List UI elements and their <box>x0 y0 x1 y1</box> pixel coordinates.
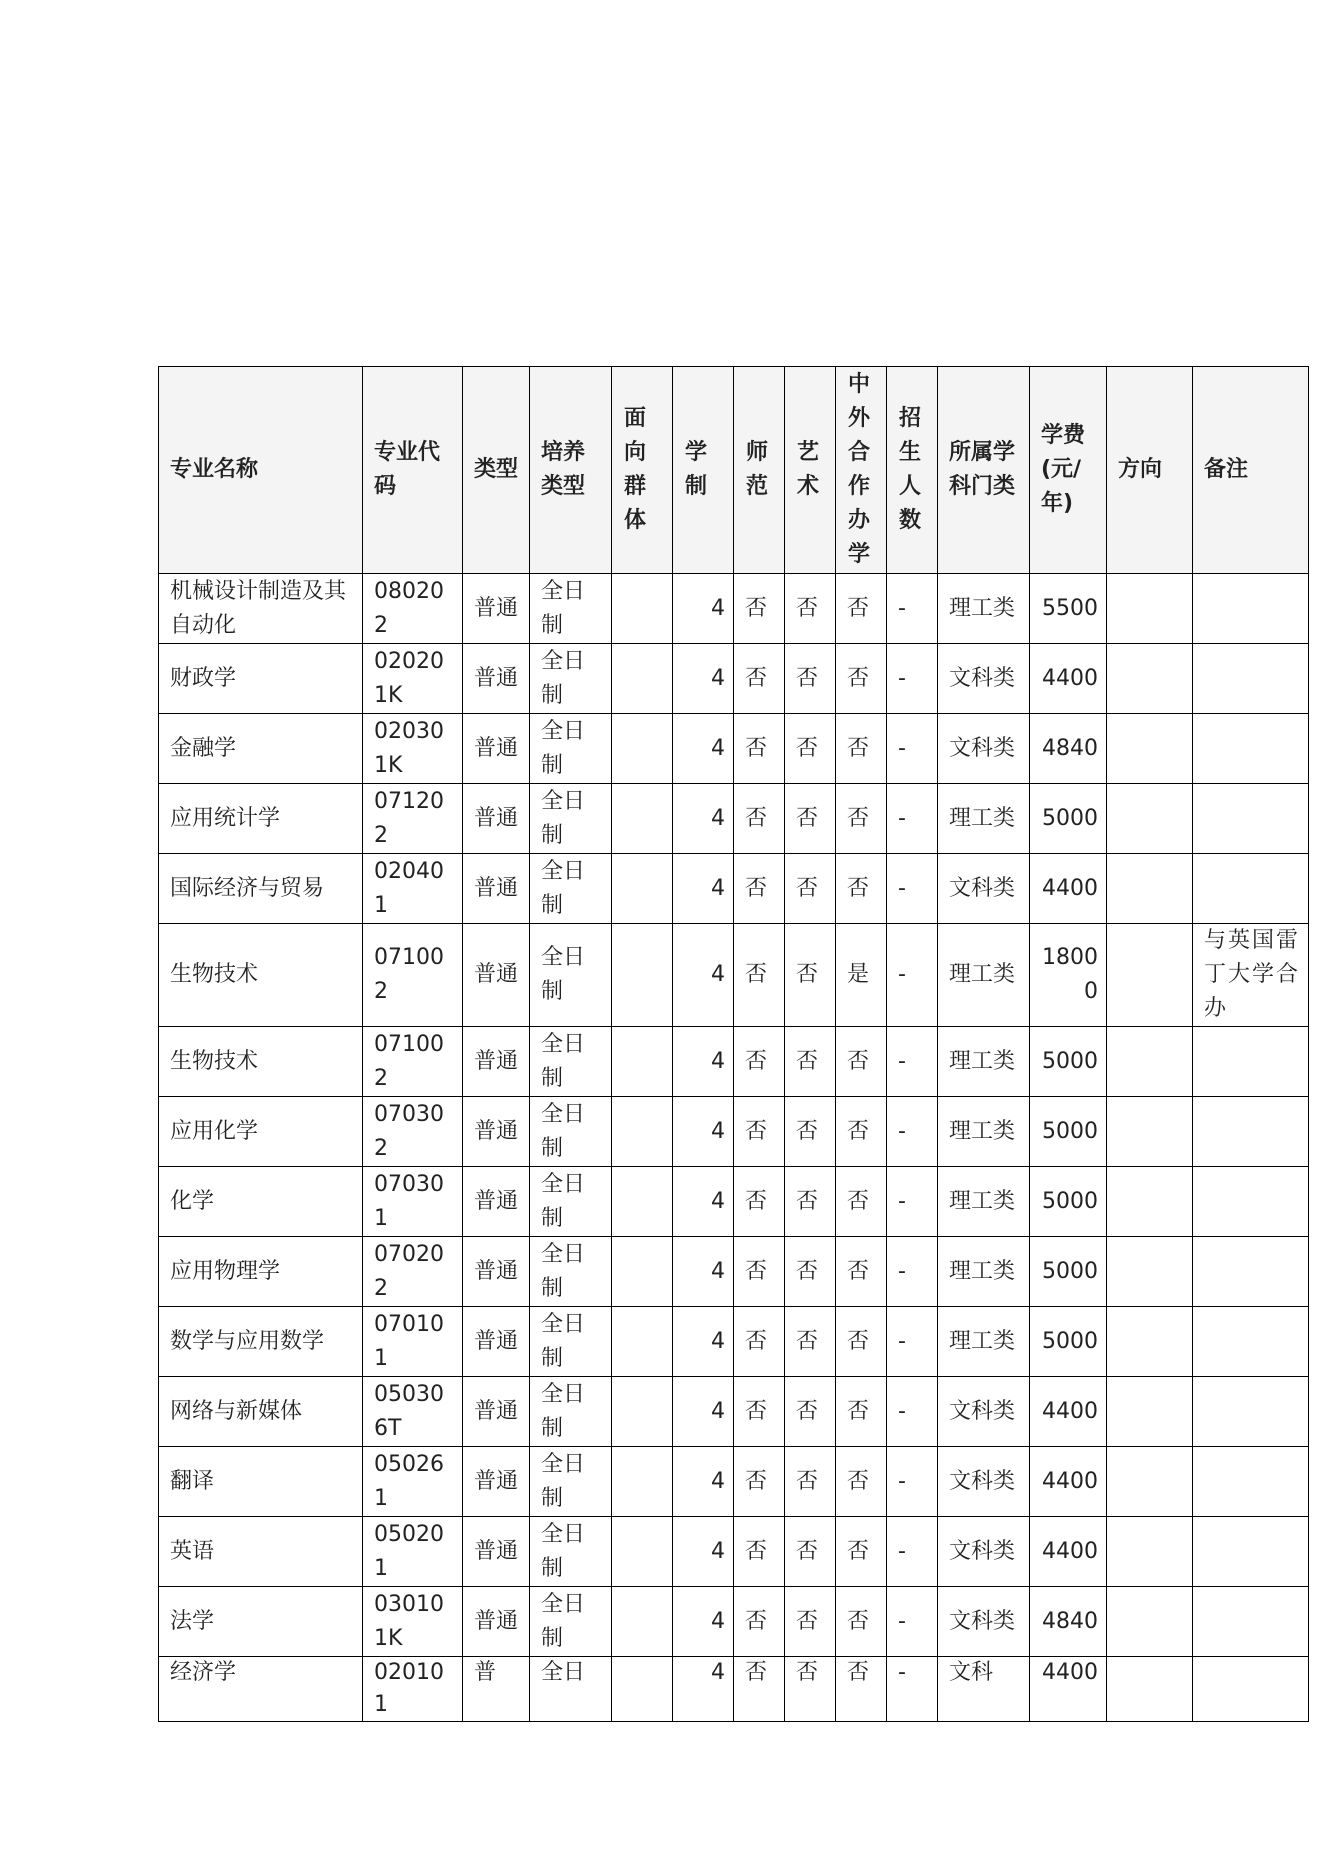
cell-code: 020101 <box>363 1657 463 1722</box>
cell-remarks <box>1193 574 1309 644</box>
cell-name: 生物技术 <box>159 924 363 1027</box>
cell-discipline: 文科类 <box>938 854 1030 924</box>
table-row <box>159 1447 1309 1517</box>
cell-tuition: 4840 <box>1030 714 1107 784</box>
table-row <box>159 714 1309 784</box>
cell-remarks <box>1193 644 1309 714</box>
cell-target-group <box>612 1517 673 1587</box>
cell-type: 普 <box>463 1657 530 1722</box>
cell-normal: 否 <box>734 1377 785 1447</box>
header-code: 专业代码 <box>363 367 463 574</box>
cell-tuition: 5000 <box>1030 1167 1107 1237</box>
cell-art: 否 <box>785 1657 836 1722</box>
cell-training: 全日制 <box>530 1377 612 1447</box>
cell-code: 080202 <box>363 574 463 644</box>
cell-training: 全日制 <box>530 854 612 924</box>
table-header <box>159 367 1309 574</box>
cell-enrollment: - <box>887 1657 938 1722</box>
cell-duration: 4 <box>673 1307 734 1377</box>
cell-discipline: 文科类 <box>938 714 1030 784</box>
cell-name: 应用化学 <box>159 1097 363 1167</box>
table-row <box>159 644 1309 714</box>
cell-name: 应用物理学 <box>159 1237 363 1307</box>
cell-direction <box>1107 644 1193 714</box>
cell-art: 否 <box>785 1447 836 1517</box>
cell-art: 否 <box>785 1517 836 1587</box>
header-row <box>159 367 1309 574</box>
cell-tuition: 4400 <box>1030 1447 1107 1517</box>
cell-training: 全日 <box>530 1657 612 1722</box>
cell-direction <box>1107 714 1193 784</box>
cell-normal: 否 <box>734 1097 785 1167</box>
cell-sino-foreign: 否 <box>836 1237 887 1307</box>
cell-art: 否 <box>785 854 836 924</box>
cell-direction <box>1107 924 1193 1027</box>
cell-sino-foreign: 否 <box>836 1447 887 1517</box>
cell-remarks <box>1193 714 1309 784</box>
cell-tuition: 5500 <box>1030 574 1107 644</box>
cell-art: 否 <box>785 1307 836 1377</box>
cell-duration: 4 <box>673 714 734 784</box>
cell-enrollment: - <box>887 574 938 644</box>
cell-type: 普通 <box>463 1377 530 1447</box>
cell-enrollment: - <box>887 1237 938 1307</box>
cell-type: 普通 <box>463 1237 530 1307</box>
cell-enrollment: - <box>887 1447 938 1517</box>
cell-enrollment: - <box>887 1097 938 1167</box>
table-row <box>159 574 1309 644</box>
cell-name: 数学与应用数学 <box>159 1307 363 1377</box>
cell-target-group <box>612 1307 673 1377</box>
cell-sino-foreign: 否 <box>836 1027 887 1097</box>
cell-type: 普通 <box>463 1517 530 1587</box>
cell-normal: 否 <box>734 1587 785 1657</box>
cell-name: 翻译 <box>159 1447 363 1517</box>
cell-direction <box>1107 1167 1193 1237</box>
table-body <box>159 574 1309 1722</box>
cell-target-group <box>612 1237 673 1307</box>
table-row <box>159 784 1309 854</box>
cell-enrollment: - <box>887 1517 938 1587</box>
cell-direction <box>1107 854 1193 924</box>
cell-duration: 4 <box>673 1587 734 1657</box>
cell-sino-foreign: 否 <box>836 1097 887 1167</box>
cell-remarks <box>1193 1587 1309 1657</box>
cell-type: 普通 <box>463 924 530 1027</box>
table-row <box>159 1657 1309 1722</box>
cell-art: 否 <box>785 1027 836 1097</box>
table-row <box>159 1097 1309 1167</box>
cell-discipline: 理工类 <box>938 1237 1030 1307</box>
cell-code: 020201K <box>363 644 463 714</box>
cell-remarks <box>1193 854 1309 924</box>
cell-direction <box>1107 574 1193 644</box>
cell-sino-foreign: 否 <box>836 574 887 644</box>
cell-normal: 否 <box>734 1657 785 1722</box>
cell-training: 全日制 <box>530 1167 612 1237</box>
header-training: 培养类型 <box>530 367 612 574</box>
cell-target-group <box>612 1657 673 1722</box>
table-row <box>159 1517 1309 1587</box>
cell-tuition: 4400 <box>1030 854 1107 924</box>
cell-duration: 4 <box>673 784 734 854</box>
cell-target-group <box>612 854 673 924</box>
cell-tuition: 5000 <box>1030 1237 1107 1307</box>
cell-type: 普通 <box>463 854 530 924</box>
cell-training: 全日制 <box>530 1237 612 1307</box>
cell-target-group <box>612 1097 673 1167</box>
cell-tuition: 4400 <box>1030 1517 1107 1587</box>
cell-type: 普通 <box>463 784 530 854</box>
cell-remarks <box>1193 1517 1309 1587</box>
cell-type: 普通 <box>463 1307 530 1377</box>
cell-sino-foreign: 否 <box>836 1517 887 1587</box>
cell-name: 财政学 <box>159 644 363 714</box>
cell-direction <box>1107 1377 1193 1447</box>
table-row <box>159 1377 1309 1447</box>
cell-remarks <box>1193 1237 1309 1307</box>
cell-code: 030101K <box>363 1587 463 1657</box>
cell-discipline: 文科类 <box>938 1517 1030 1587</box>
cell-art: 否 <box>785 924 836 1027</box>
cell-direction <box>1107 1587 1193 1657</box>
cell-enrollment: - <box>887 1307 938 1377</box>
cell-art: 否 <box>785 1587 836 1657</box>
cell-type: 普通 <box>463 1097 530 1167</box>
cell-discipline: 理工类 <box>938 1097 1030 1167</box>
cell-art: 否 <box>785 574 836 644</box>
cell-name: 英语 <box>159 1517 363 1587</box>
cell-normal: 否 <box>734 1237 785 1307</box>
cell-target-group <box>612 1167 673 1237</box>
cell-normal: 否 <box>734 854 785 924</box>
table-row <box>159 854 1309 924</box>
cell-name: 经济学 <box>159 1657 363 1722</box>
cell-sino-foreign: 否 <box>836 784 887 854</box>
cell-type: 普通 <box>463 1027 530 1097</box>
cell-code: 071202 <box>363 784 463 854</box>
cell-duration: 4 <box>673 1517 734 1587</box>
cell-sino-foreign: 是 <box>836 924 887 1027</box>
cell-tuition: 18000 <box>1030 924 1107 1027</box>
cell-direction <box>1107 1237 1193 1307</box>
cell-tuition: 5000 <box>1030 784 1107 854</box>
cell-training: 全日制 <box>530 1517 612 1587</box>
cell-direction <box>1107 1307 1193 1377</box>
cell-type: 普通 <box>463 714 530 784</box>
cell-duration: 4 <box>673 574 734 644</box>
cell-direction <box>1107 784 1193 854</box>
header-normal: 师范 <box>734 367 785 574</box>
cell-enrollment: - <box>887 714 938 784</box>
cell-discipline: 理工类 <box>938 784 1030 854</box>
cell-training: 全日制 <box>530 1587 612 1657</box>
cell-duration: 4 <box>673 924 734 1027</box>
majors-table <box>158 366 1309 1722</box>
cell-sino-foreign: 否 <box>836 1587 887 1657</box>
cell-type: 普通 <box>463 574 530 644</box>
cell-code: 070101 <box>363 1307 463 1377</box>
cell-target-group <box>612 644 673 714</box>
cell-type: 普通 <box>463 644 530 714</box>
cell-duration: 4 <box>673 1237 734 1307</box>
table-row <box>159 1307 1309 1377</box>
cell-training: 全日制 <box>530 924 612 1027</box>
cell-remarks <box>1193 1447 1309 1517</box>
cell-tuition: 5000 <box>1030 1307 1107 1377</box>
cell-training: 全日制 <box>530 1447 612 1517</box>
cell-training: 全日制 <box>530 1097 612 1167</box>
cell-code: 070302 <box>363 1097 463 1167</box>
header-tuition: 学费(元/年) <box>1030 367 1107 574</box>
cell-name: 机械设计制造及其自动化 <box>159 574 363 644</box>
cell-code: 071002 <box>363 1027 463 1097</box>
header-enrollment: 招生人数 <box>887 367 938 574</box>
cell-sino-foreign: 否 <box>836 1167 887 1237</box>
cell-normal: 否 <box>734 784 785 854</box>
admissions-table-page <box>158 366 1308 1717</box>
cell-remarks <box>1193 1027 1309 1097</box>
cell-sino-foreign: 否 <box>836 1307 887 1377</box>
cell-normal: 否 <box>734 924 785 1027</box>
cell-duration: 4 <box>673 854 734 924</box>
cell-tuition: 4400 <box>1030 644 1107 714</box>
table-row <box>159 1587 1309 1657</box>
cell-normal: 否 <box>734 1447 785 1517</box>
cell-code: 050261 <box>363 1447 463 1517</box>
cell-remarks <box>1193 1097 1309 1167</box>
header-duration: 学制 <box>673 367 734 574</box>
cell-name: 应用统计学 <box>159 784 363 854</box>
header-type: 类型 <box>463 367 530 574</box>
cell-code: 050306T <box>363 1377 463 1447</box>
cell-sino-foreign: 否 <box>836 854 887 924</box>
cell-tuition: 4400 <box>1030 1377 1107 1447</box>
cell-enrollment: - <box>887 854 938 924</box>
cell-code: 070301 <box>363 1167 463 1237</box>
cell-enrollment: - <box>887 1167 938 1237</box>
cell-name: 金融学 <box>159 714 363 784</box>
cell-art: 否 <box>785 1377 836 1447</box>
cell-remarks <box>1193 1377 1309 1447</box>
cell-name: 网络与新媒体 <box>159 1377 363 1447</box>
cell-duration: 4 <box>673 1097 734 1167</box>
cell-sino-foreign: 否 <box>836 1657 887 1722</box>
cell-target-group <box>612 784 673 854</box>
cell-art: 否 <box>785 714 836 784</box>
cell-type: 普通 <box>463 1447 530 1517</box>
header-direction: 方向 <box>1107 367 1193 574</box>
header-art: 艺术 <box>785 367 836 574</box>
cell-discipline: 文科 <box>938 1657 1030 1722</box>
cell-discipline: 理工类 <box>938 1027 1030 1097</box>
cell-type: 普通 <box>463 1587 530 1657</box>
cell-discipline: 文科类 <box>938 1447 1030 1517</box>
cell-direction <box>1107 1027 1193 1097</box>
cell-training: 全日制 <box>530 1027 612 1097</box>
cell-sino-foreign: 否 <box>836 644 887 714</box>
cell-name: 法学 <box>159 1587 363 1657</box>
cell-art: 否 <box>785 1097 836 1167</box>
cell-enrollment: - <box>887 644 938 714</box>
cell-remarks <box>1193 1657 1309 1722</box>
cell-remarks: 与英国雷丁大学合办 <box>1193 924 1309 1027</box>
cell-discipline: 理工类 <box>938 924 1030 1027</box>
cell-tuition: 5000 <box>1030 1097 1107 1167</box>
cell-sino-foreign: 否 <box>836 714 887 784</box>
cell-normal: 否 <box>734 1167 785 1237</box>
cell-code: 020301K <box>363 714 463 784</box>
table-row <box>159 1237 1309 1307</box>
cell-enrollment: - <box>887 1587 938 1657</box>
cell-tuition: 4400 <box>1030 1657 1107 1722</box>
cell-tuition: 5000 <box>1030 1027 1107 1097</box>
cell-normal: 否 <box>734 714 785 784</box>
header-discipline: 所属学科门类 <box>938 367 1030 574</box>
cell-type: 普通 <box>463 1167 530 1237</box>
cell-code: 070202 <box>363 1237 463 1307</box>
cell-enrollment: - <box>887 924 938 1027</box>
cell-remarks <box>1193 1167 1309 1237</box>
cell-code: 020401 <box>363 854 463 924</box>
cell-normal: 否 <box>734 1307 785 1377</box>
cell-art: 否 <box>785 784 836 854</box>
cell-code: 050201 <box>363 1517 463 1587</box>
cell-target-group <box>612 574 673 644</box>
cell-discipline: 文科类 <box>938 1377 1030 1447</box>
cell-target-group <box>612 1027 673 1097</box>
cell-target-group <box>612 1587 673 1657</box>
cell-target-group <box>612 924 673 1027</box>
cell-direction <box>1107 1447 1193 1517</box>
header-sino-foreign: 中外合作办学 <box>836 367 887 574</box>
cell-duration: 4 <box>673 1657 734 1722</box>
cell-discipline: 理工类 <box>938 1167 1030 1237</box>
cell-discipline: 理工类 <box>938 1307 1030 1377</box>
cell-target-group <box>612 1447 673 1517</box>
cell-duration: 4 <box>673 644 734 714</box>
cell-training: 全日制 <box>530 784 612 854</box>
cell-duration: 4 <box>673 1377 734 1447</box>
cell-normal: 否 <box>734 1517 785 1587</box>
cell-art: 否 <box>785 644 836 714</box>
cell-direction <box>1107 1657 1193 1722</box>
cell-art: 否 <box>785 1237 836 1307</box>
cell-name: 生物技术 <box>159 1027 363 1097</box>
cell-normal: 否 <box>734 1027 785 1097</box>
cell-target-group <box>612 1377 673 1447</box>
cell-normal: 否 <box>734 644 785 714</box>
cell-art: 否 <box>785 1167 836 1237</box>
cell-sino-foreign: 否 <box>836 1377 887 1447</box>
cell-remarks <box>1193 784 1309 854</box>
cell-discipline: 文科类 <box>938 644 1030 714</box>
cell-training: 全日制 <box>530 644 612 714</box>
cell-duration: 4 <box>673 1447 734 1517</box>
cell-normal: 否 <box>734 574 785 644</box>
cell-training: 全日制 <box>530 574 612 644</box>
cell-tuition: 4840 <box>1030 1587 1107 1657</box>
cell-code: 071002 <box>363 924 463 1027</box>
cell-name: 化学 <box>159 1167 363 1237</box>
header-name: 专业名称 <box>159 367 363 574</box>
cell-training: 全日制 <box>530 1307 612 1377</box>
cell-duration: 4 <box>673 1167 734 1237</box>
cell-discipline: 理工类 <box>938 574 1030 644</box>
cell-enrollment: - <box>887 1027 938 1097</box>
cell-remarks <box>1193 1307 1309 1377</box>
header-remarks: 备注 <box>1193 367 1309 574</box>
cell-direction <box>1107 1517 1193 1587</box>
table-row <box>159 1167 1309 1237</box>
cell-training: 全日制 <box>530 714 612 784</box>
cell-discipline: 文科类 <box>938 1587 1030 1657</box>
cell-target-group <box>612 714 673 784</box>
cell-direction <box>1107 1097 1193 1167</box>
cell-duration: 4 <box>673 1027 734 1097</box>
cell-enrollment: - <box>887 784 938 854</box>
header-target-group: 面向群体 <box>612 367 673 574</box>
cell-enrollment: - <box>887 1377 938 1447</box>
table-row <box>159 1027 1309 1097</box>
cell-name: 国际经济与贸易 <box>159 854 363 924</box>
table-row <box>159 924 1309 1027</box>
